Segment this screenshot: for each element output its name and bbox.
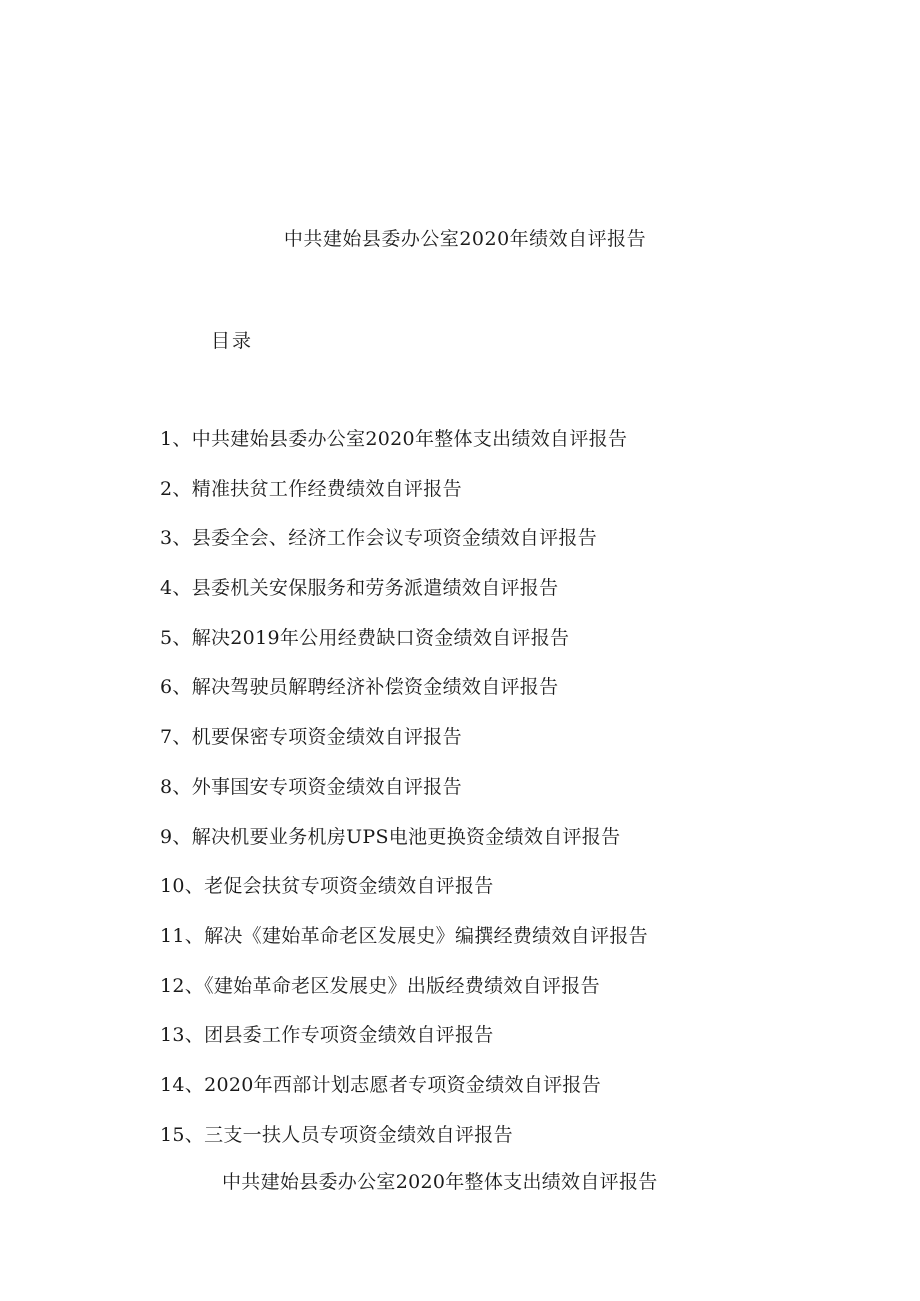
toc-heading: 目录 (211, 330, 254, 352)
toc-item: 5、解决2019年公用经费缺口资金绩效自评报告 (160, 626, 570, 649)
toc-item: 1、中共建始县委办公室2020年整体支出绩效自评报告 (160, 428, 628, 450)
document-title: 中共建始县委办公室2020年绩效自评报告 (283, 228, 647, 250)
toc-item: 10、老促会扶贫专项资金绩效自评报告 (160, 875, 494, 898)
toc-item: 15、三支一扶人员专项资金绩效自评报告 (160, 1123, 513, 1146)
toc-item: 11、解决《建始革命老区发展史》编撰经费绩效自评报告 (160, 924, 648, 947)
section-title: 中共建始县委办公室2020年整体支出绩效自评报告 (222, 1171, 658, 1193)
toc-item: 4、县委机关安保服务和劳务派遣绩效自评报告 (160, 577, 559, 600)
toc-item: 8、外事国安专项资金绩效自评报告 (160, 775, 462, 798)
toc-item: 12、《建始革命老区发展史》出版经费绩效自评报告 (160, 974, 600, 997)
toc-item: 7、机要保密专项资金绩效自评报告 (160, 726, 462, 749)
toc-item: 9、解决机要业务机房UPS电池更换资金绩效自评报告 (160, 825, 621, 848)
toc-item: 13、团县委工作专项资金绩效自评报告 (160, 1024, 494, 1047)
toc-item: 14、2020年西部计划志愿者专项资金绩效自评报告 (160, 1073, 602, 1096)
toc-list (160, 424, 648, 1169)
toc-item: 6、解决驾驶员解聘经济补偿资金绩效自评报告 (160, 676, 559, 699)
toc-item: 3、县委全会、经济工作会议专项资金绩效自评报告 (160, 527, 597, 550)
toc-item: 2、精准扶贫工作经费绩效自评报告 (160, 477, 462, 500)
